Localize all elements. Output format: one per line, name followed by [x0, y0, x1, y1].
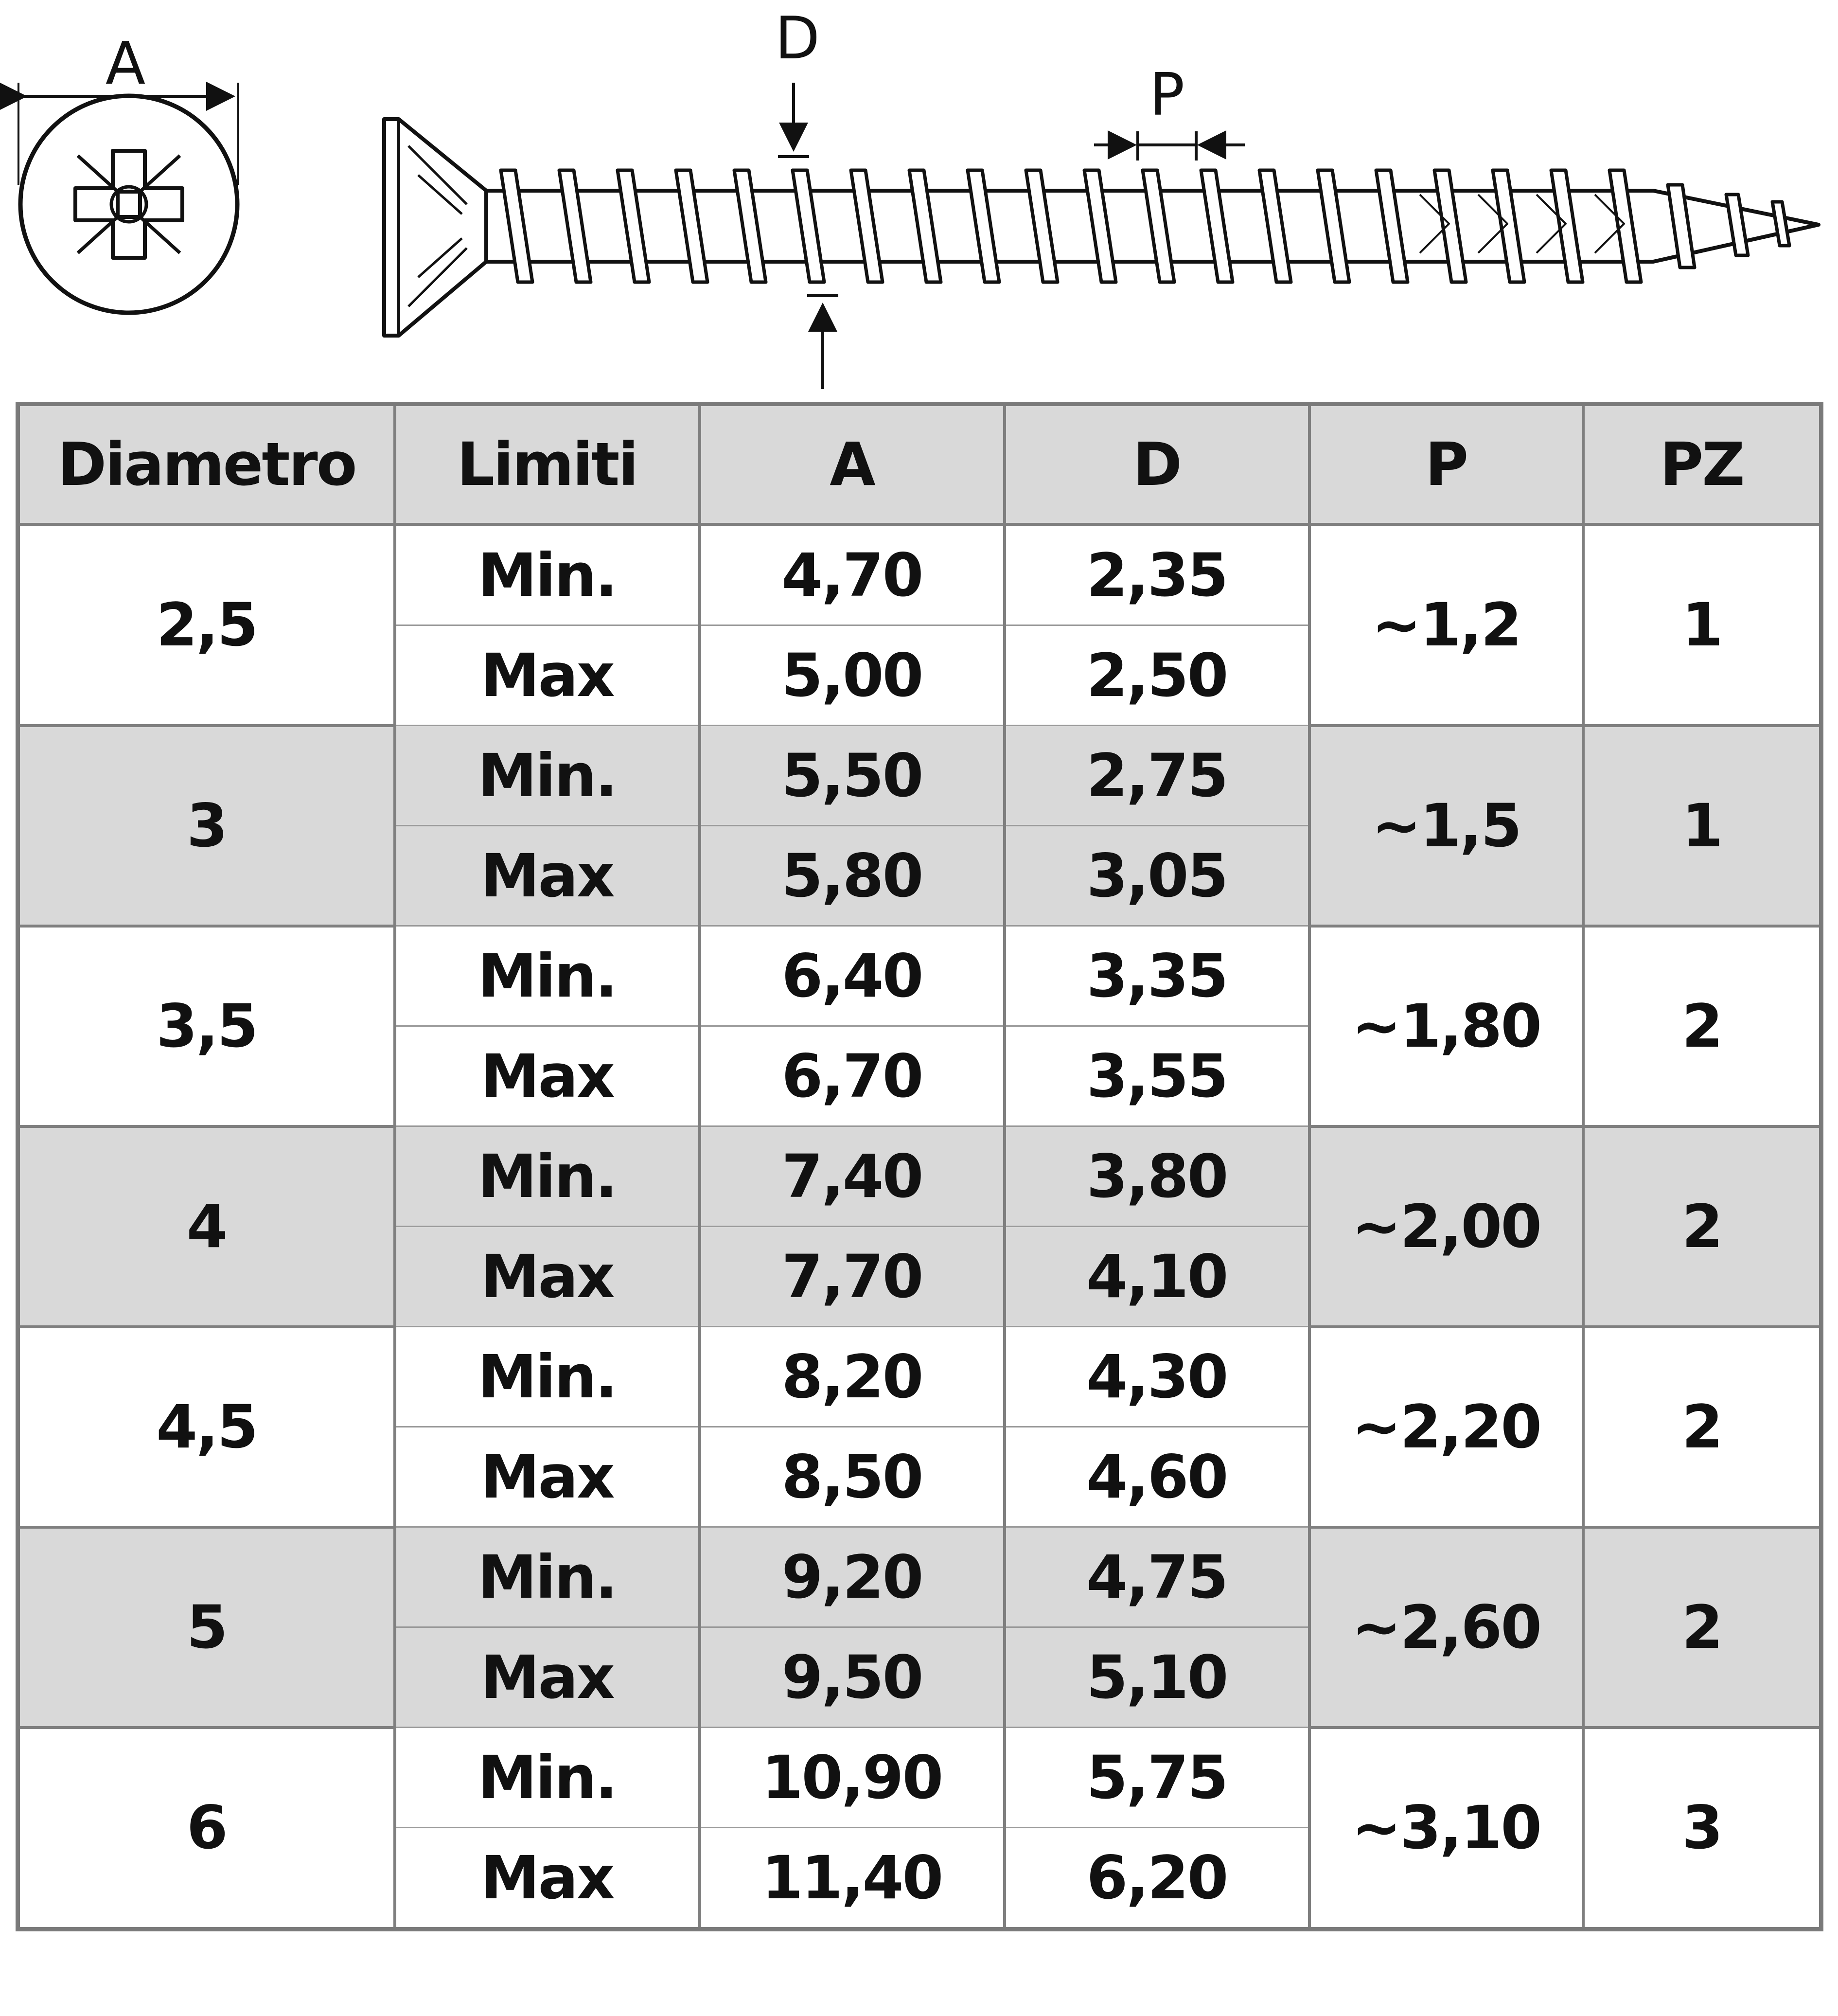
cell-limit-max: Max [395, 1627, 700, 1728]
dimension-label-d: D [775, 5, 820, 72]
cell-diametro: 4 [18, 1126, 395, 1327]
cell-d-min: 4,30 [1005, 1327, 1309, 1427]
cell-d-min: 2,35 [1005, 524, 1309, 625]
cell-limit-min: Min. [395, 1126, 700, 1227]
table-row [18, 726, 1821, 826]
cell-d-max: 6,20 [1005, 1828, 1309, 1929]
screw-diagram [0, 0, 1838, 399]
screw-side-view [384, 119, 1819, 336]
cell-a-min: 10,90 [700, 1728, 1005, 1828]
cell-pz: 2 [1583, 926, 1821, 1126]
cell-d-max: 3,55 [1005, 1026, 1309, 1126]
header-limiti: Limiti [395, 404, 700, 525]
table-row [18, 1327, 1821, 1427]
pozidriv-recess-icon [75, 151, 182, 258]
cell-limit-max: Max [395, 625, 700, 726]
cell-d-min: 3,35 [1005, 926, 1309, 1026]
cell-limit-min: Min. [395, 1327, 700, 1427]
cell-a-min: 5,50 [700, 726, 1005, 826]
header-diametro: Diametro [18, 404, 395, 525]
cell-diametro: 5 [18, 1527, 395, 1728]
cell-a-max: 5,00 [700, 625, 1005, 726]
cell-a-min: 6,40 [700, 926, 1005, 1026]
cell-p: ~3,10 [1309, 1728, 1583, 1929]
cell-d-max: 4,10 [1005, 1227, 1309, 1327]
cell-pz: 1 [1583, 524, 1821, 726]
cell-diametro: 6 [18, 1728, 395, 1929]
cell-a-max: 9,50 [700, 1627, 1005, 1728]
cell-pz: 2 [1583, 1527, 1821, 1728]
cell-limit-max: Max [395, 826, 700, 926]
cell-a-max: 11,40 [700, 1828, 1005, 1929]
table-row [18, 926, 1821, 1026]
cell-p: ~2,00 [1309, 1126, 1583, 1327]
cell-a-max: 6,70 [700, 1026, 1005, 1126]
cell-d-max: 4,60 [1005, 1427, 1309, 1527]
cell-p: ~1,2 [1309, 524, 1583, 726]
cell-diametro: 4,5 [18, 1327, 395, 1527]
dimension-p-markers [1094, 131, 1245, 161]
cell-d-min: 2,75 [1005, 726, 1309, 826]
screw-head-top-view [18, 83, 238, 313]
cell-d-min: 5,75 [1005, 1728, 1309, 1828]
cell-d-max: 5,10 [1005, 1627, 1309, 1728]
cell-diametro: 3,5 [18, 926, 395, 1126]
cell-limit-max: Max [395, 1828, 700, 1929]
cell-a-min: 8,20 [700, 1327, 1005, 1427]
cell-p: ~1,5 [1309, 726, 1583, 926]
header-pz: PZ [1583, 404, 1821, 525]
cell-limit-max: Max [395, 1227, 700, 1327]
screw-spec-table [16, 402, 1823, 1931]
cell-pz: 2 [1583, 1126, 1821, 1327]
table-row [18, 1126, 1821, 1227]
cell-limit-min: Min. [395, 1728, 700, 1828]
cell-p: ~1,80 [1309, 926, 1583, 1126]
cell-diametro: 2,5 [18, 524, 395, 726]
table-row [18, 1728, 1821, 1828]
header-p: P [1309, 404, 1583, 525]
cell-d-min: 4,75 [1005, 1527, 1309, 1627]
cell-pz: 2 [1583, 1327, 1821, 1527]
cell-a-max: 7,70 [700, 1227, 1005, 1327]
cell-diametro: 3 [18, 726, 395, 926]
cell-p: ~2,20 [1309, 1327, 1583, 1527]
cell-a-min: 9,20 [700, 1527, 1005, 1627]
cell-limit-min: Min. [395, 726, 700, 826]
cell-p: ~2,60 [1309, 1527, 1583, 1728]
dimension-label-a: A [105, 30, 146, 98]
cell-limit-max: Max [395, 1427, 700, 1527]
cell-d-max: 3,05 [1005, 826, 1309, 926]
cell-a-max: 5,80 [700, 826, 1005, 926]
table-row [18, 524, 1821, 625]
cell-limit-max: Max [395, 1026, 700, 1126]
table-row [18, 1527, 1821, 1627]
cell-a-max: 8,50 [700, 1427, 1005, 1527]
cell-limit-min: Min. [395, 524, 700, 625]
cell-a-min: 4,70 [700, 524, 1005, 625]
cell-d-min: 3,80 [1005, 1126, 1309, 1227]
dimension-label-p: P [1149, 61, 1185, 129]
cell-a-min: 7,40 [700, 1126, 1005, 1227]
cell-d-max: 2,50 [1005, 625, 1309, 726]
cell-limit-min: Min. [395, 926, 700, 1026]
header-a: A [700, 404, 1005, 525]
cell-pz: 3 [1583, 1728, 1821, 1929]
cell-pz: 1 [1583, 726, 1821, 926]
header-d: D [1005, 404, 1309, 525]
cell-limit-min: Min. [395, 1527, 700, 1627]
table-header-row [18, 404, 1821, 525]
